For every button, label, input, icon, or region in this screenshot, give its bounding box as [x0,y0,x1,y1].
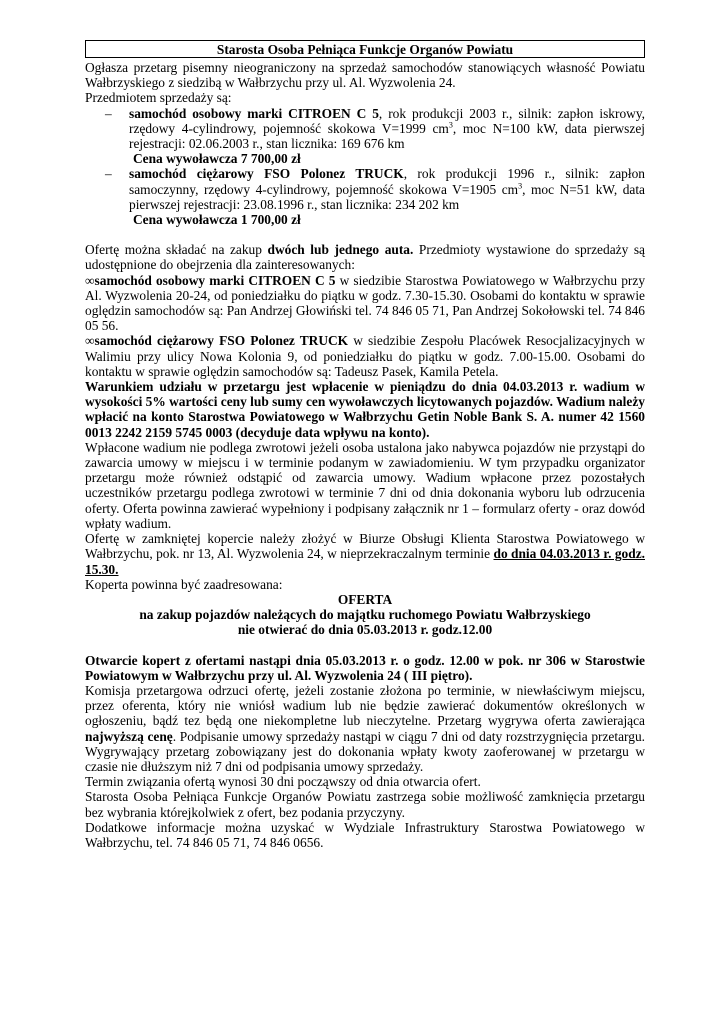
deposit-conditions: Warunkiem udziału w przetargu jest wpłacenie w pieniądzu do dnia 04.03.2013 r. wadium w wysokości 5% wartości ceny lub sumy cen wywoławczych licytowanych pojazdów. Wadium należy wpłacić na konto Starostwa Powiatowego w Wałbrzychu Getin Noble Bank S. A. numer 42 1560 0013 2242 2159 5745 0003 (decyduje data wpływu na konto). [85,379,645,440]
offer-text: Ofertę można składać na zakup [85,242,268,258]
vehicle-price: Cena wywoławcza 1 700,00 zł [133,212,301,228]
vehicle-item-polonez [85,166,645,212]
viewing-item-polonez [85,333,645,379]
vehicle-name: samochód osobowy marki CITROEN C 5 [129,105,379,121]
commission-bold: najwyższą cenę [85,728,173,744]
offer-text-cont: Przedmioty wystawione do sprzedaży są udostępnione do obejrzenia dla zainteresowanych: [85,242,646,273]
submission-text: Ofertę w zamkniętej kopercie należy złożyć w Biurze Obsługi Klienta Starostwa Powiatowego w Wałbrzychu, pok. nr 13, Al. Wyzwolenia 24, w nieprzekraczalnym terminie [85,531,645,562]
vehicle-price: Cena wywoławcza 7 700,00 zł [133,151,301,167]
viewing-text: w siedzibie Zespołu Placówek Resocjalizacyjnych w Walimiu przy ulicy Nowa Kolonia 9, od poniedziałku do piątku w godz. 7.00-15.00. Osobami do kontaktu w sprawie oględzin samochodów są: Tadeusz Pasek, Kamila Petela. [85,333,645,379]
dash-bullet: – [105,166,112,182]
vehicle-description-cont: , moc N=100 kW, data pierwszej rejestracji: 02.06.2003 r., stan licznika: 169 676 km [129,120,645,152]
vehicle-description: , rok produkcji 2003 r., silnik: zapłon iskrowy, rzędowy 4-cylindrowy, pojemność skokowa V=1999 cm [129,105,645,136]
intro-paragraph: Ogłasza przetarg pisemny nieograniczony na sprzedaż samochodów stanowiących własność Powiatu Wałbrzyskiego z siedzibą w Wałbrzychu przy ul. Al. Wyzwolenia 24. [85,60,645,91]
superscript: 3 [518,181,523,191]
envelope-line: nie otwierać do dnia 05.03.2013 r. godz.12.00 [237,622,493,638]
offer-paragraph [85,242,645,272]
viewing-vehicle-name: samochód ciężarowy FSO Polonez TRUCK [94,333,349,349]
commission-text-cont: . Podpisanie umowy sprzedaży nastąpi w ciągu 7 dni od daty rozstrzygnięcia przetargu. Wygrywający przetarg zobowiązany jest do dokonania wpłaty kwoty zaoferowanej w przetargu w czasie nie dłuższym niż 7 dni od podpisania umowy sprzedaży. [85,728,645,774]
envelope-label: Koperta powinna być zaadresowana: [85,576,283,592]
vehicle-name: samochód ciężarowy FSO Polonez TRUCK [129,166,404,182]
viewing-text: w siedzibie Starostwa Powiatowego w Wałbrzychu przy Al. Wyzwolenia 20-24, od poniedziałku do piątku w godz. 7.30-15.30. Osobami do kontaktu w sprawie oględzin samochodów są: Pan Andrzej Głowiński tel. 74 846 05 71, Pan Andrzej Sokołowski tel. 74 846 05 56. [85,272,646,334]
dash-bullet: – [105,105,112,121]
superscript: 3 [448,120,453,130]
infinity-bullet: ∞ [85,333,95,349]
additional-info: Dodatkowe informacje można uzyskać w Wydziale Infrastruktury Starostwa Powiatowego w Wałbrzychu, tel. 74 846 05 71, 74 846 0656. [85,819,645,850]
reservation-clause: Starosta Osoba Pełniąca Funkcje Organów Powiatu zastrzega sobie możliwość zamknięcia przetargu bez wybrania którejkolwiek z ofert, bez podania przyczyny. [85,789,645,820]
deposit-rules: Wpłacone wadium nie podlega zwrotowi jeżeli osoba ustalona jako nabywca pojazdów nie przystąpi do zawarcia umowy w miejscu i w terminie podanym w zawiadomieniu. W tym przypadku organizator przetargu może również odstąpić od zawarcia umowy. Wadium wpłacone przez pozostałych uczestników przetargu podlega zwrotowi w terminie 7 dni od dnia dokonania wyboru lub odrzucenia oferty. Oferta powinna zawierać wypełniony i podpisany załącznik nr 1 – formularz oferty - oraz dowód wpłaty wadium. [85,439,645,531]
submission-deadline: do dnia 04.03.2013 r. godz. 15.30. [85,546,645,577]
offer-bold: dwóch lub jednego auta. [267,242,414,258]
infinity-bullet: ∞ [85,272,95,288]
vehicle-item-citroen [85,106,645,152]
viewing-vehicle-name: samochód osobowy marki CITROEN C 5 [94,272,336,288]
announcement-page [85,40,645,850]
commission-paragraph [85,683,645,774]
viewing-item-citroen [85,273,645,334]
submission-paragraph [85,531,645,577]
subject-heading: Przedmiotem sprzedaży są: [85,90,232,106]
envelope-title: OFERTA [337,591,393,607]
commission-text: Komisja przetargowa odrzuci ofertę, jeżeli zostanie złożona po terminie, w niewłaściwym miejscu, przez oferenta, który nie wniósł wadium lub nie będzie zawierać dokumentów określonych w ogłoszeniu, bądź tez będą one niekompletne lub nieczytelne. Przetarg wygrywa oferta zawierająca [85,682,645,729]
opening-info: Otwarcie kopert z ofertami nastąpi dnia 05.03.2013 r. o godz. 12.00 w pok. nr 306 w Starostwie Powiatowym w Wałbrzychu przy ul. Al. Wyzwolenia 24 ( III piętro). [85,652,645,683]
vehicle-description-cont: , moc N=51 kW, data pierwszej rejestracji: 23.08.1996 r., stan licznika: 234 202 km [129,181,645,212]
vehicle-description: , rok produkcji 1996 r., silnik: zapłon samoczynny, rzędowy 4-cylindrowy, pojemność skokowa V=1905 cm [129,166,645,197]
binding-period: Termin związania ofertą wynosi 30 dni począwszy od dnia otwarcia ofert. [85,774,481,790]
document-title: Starosta Osoba Pełniąca Funkcje Organów Powiatu [85,40,645,58]
envelope-line: na zakup pojazdów należących do majątku ruchomego Powiatu Wałbrzyskiego [139,607,591,623]
